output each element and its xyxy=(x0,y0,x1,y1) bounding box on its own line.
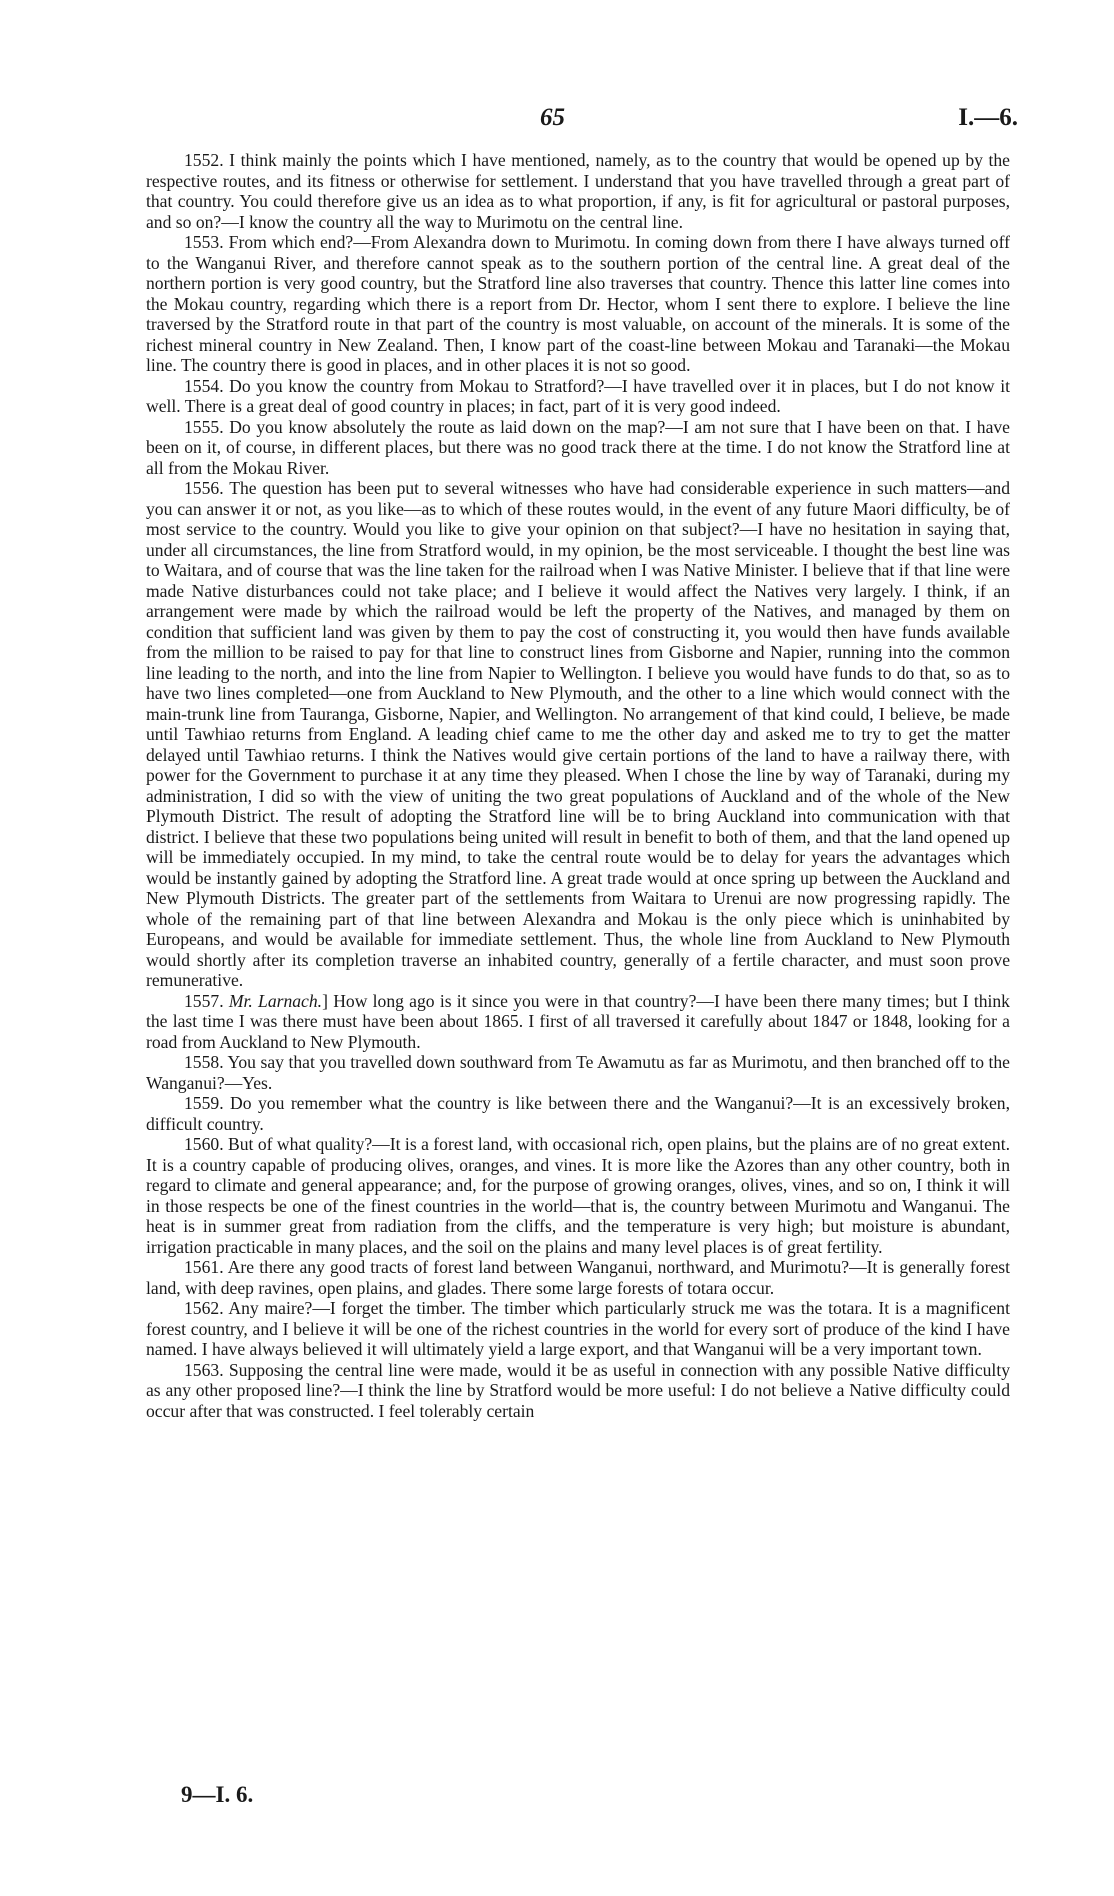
paragraph-1552: 1552. I think mainly the points which I have mentioned, namely, as to the country that would be opened up by the respective routes, and its fitness or otherwise for settlement. I understand that you have travelled through a great part of that country. You could therefore give us an idea as to what proportion, if any, is fit for agricultural or pastoral purposes, and so on?—I know the country all the way to Murimotu on the central line. xyxy=(146,150,1010,232)
paragraph-1562: 1562. Any maire?—I forget the timber. The timber which particularly struck me was the totara. It is a magnificent forest country, and I believe it will be one of the richest countries in the world for every sort of produce of the kind I have named. I have always believed it will ultimately yield a large export, and that Wanganui will be a very important town. xyxy=(146,1298,1010,1359)
document-reference: I.—6. xyxy=(958,104,1018,131)
paragraph-1555: 1555. Do you know absolutely the route as laid down on the map?—I am not sure that I have been on that. I have been on it, of course, in different places, but there was no good track there at the time. I do not know the Stratford line at all from the Mokau River. xyxy=(146,416,1010,478)
paragraph-1560: 1560. But of what quality?—It is a forest land, with occasional rich, open plains, but the plains are of no great extent. It is a country capable of producing olives, oranges, and vines. It is more like the Azores than any other country, both in regard to climate and general appearance; and, for the purpose of growing oranges, olives, vines, and so on, I think it will in those respects be one of the finest countries in the world—that is, the country between Murimotu and Wanganui. The heat is in summer great from radiation from the cliffs, and the temperature is very high; but moisture is abundant, irrigation practicable in many places, and the soil on the plains and many level places is of great fertility. xyxy=(146,1134,1010,1257)
signature-mark: 9—I. 6. xyxy=(181,1782,254,1807)
speaker-name: Mr. Larnach. xyxy=(228,990,323,1011)
paragraph-1558: 1558. You say that you travelled down southward from Te Awamutu as far as Murimotu, and then branched off to the Wanganui?—Yes. xyxy=(146,1052,1010,1093)
paragraph-1553: 1553. From which end?—From Alexandra down to Murimotu. In coming down from there I have always turned off to the Wanganui River, and therefore cannot speak as to the southern portion of the central line. A great deal of the northern portion is very good country, but the Stratford line also traverses that country. Thence this latter line comes into the Mokau country, regarding which there is a report from Dr. Hector, whom I sent there to explore. I believe the line traversed by the Stratford route in that part of the country is most valuable, on account of the minerals. It is some of the richest mineral country in New Zealand. Then, I know part of the coast-line between Mokau and Taranaki—the Mokau line. The country there is good in places, and in other places it is not so good. xyxy=(146,232,1010,375)
paragraph-1554: 1554. Do you know the country from Mokau to Stratford?—I have travelled over it in places, but I do not know it well. There is a great deal of good country in places; in fact, part of it is very good indeed. xyxy=(146,375,1010,416)
paragraph-1556: 1556. The question has been put to several witnesses who have had considerable experience in such matters—and you can answer it or not, as you like—as to which of these routes would, in the event of any future Maori difficulty, be of most service to the country. Would you like to give your opinion on that subject?—I have no hesitation in saying that, under all circumstances, the line from Stratford would, in my opinion, be the most serviceable. I thought the best line was to Waitara, and of course that was the line taken for the railroad when I was Native Minister. I believe that if that line were made Native disturbances could not take place; and I believe it would affect the Natives very largely. I think, if an arrangement were made by which the railroad would be left the property of the Natives, and managed by them on condition that sufficient land was given by them to pay the cost of constructing it, you would then have funds available from the million to be raised to pay for that line to construct lines from Gisborne and Napier, running into the common line leading to the north, and into the line from Napier to Wellington. I believe you would have funds to do that, so as to have two lines completed—one from Auckland to New Plymouth, and the other to a line which would connect with the main-trunk line from Tauranga, Gisborne, Napier, and Wellington. No arrangement of that kind could, I believe, be made until Tawhiao returns from England. A leading chief came to me the other day and asked me to try to get the matter delayed until Tawhiao returns. I think the Natives would give certain portions of the land to have a railway there, with power for the Government to purchase it at any time they pleased. When I chose the line by way of Taranaki, during my administration, I did so with the view of uniting the two great populations of Auckland and of the whole of the New Plymouth District. The result of adopting the Stratford line will be to bring Auckland into communication with that district. I believe that these two populations being united will result in benefit to both of them, and that the land opened up will be immediately occupied. In my mind, to take the central route would be to delay for years the advantages which would be instantly gained by adopting the Stratford line. A great trade would at once spring up between the Auckland and New Plymouth Districts. The greater part of the settlements from Waitara to Urenui are now progressing rapidly. The whole of the remaining part of that line between Alexandra and Mokau is the only piece which is uninhabited by Europeans, and would be available for immediate settlement. Thus, the whole line from Auckland to New Plymouth would shortly after its completion traverse an inhabited country, generally of a fertile character, and must soon prove remunerative. xyxy=(146,478,1010,990)
paragraph-1559: 1559. Do you remember what the country is like between there and the Wanganui?—It is an excessively broken, difficult country. xyxy=(146,1093,1010,1134)
paragraph-1557: 1557. Mr. Larnach.] How long ago is it since you were in that country?—I have been there many times; but I think the last time I was there must have been about 1865. I first of all traversed it carefully about 1847 or 1848, looking for a road from Auckland to New Plymouth. xyxy=(146,990,1010,1052)
paragraph-text: How long ago is it since you were in that country?—I have been there many times; but I think the last time I was there must have been about 1865. I first of all traversed it carefully about 1847 or 1848, looking for a road from Auckland to New Plymouth. xyxy=(146,990,1010,1052)
paragraph-1563: 1563. Supposing the central line were made, would it be as useful in connection with any possible Native difficulty as any other proposed line?—I think the line by Stratford would be more useful: I do not believe a Native difficulty could occur after that was constructed. I feel tolerably certain xyxy=(146,1359,1010,1421)
paragraph-1561: 1561. Are there any good tracts of forest land between Wanganui, northward, and Murimotu?—It is generally forest land, with deep ravines, open plains, and glades. There some large forests of totara occur. xyxy=(146,1257,1010,1298)
question-number: 1557. xyxy=(184,990,224,1011)
page-number: 65 xyxy=(540,104,565,131)
body-text xyxy=(146,150,1010,1421)
